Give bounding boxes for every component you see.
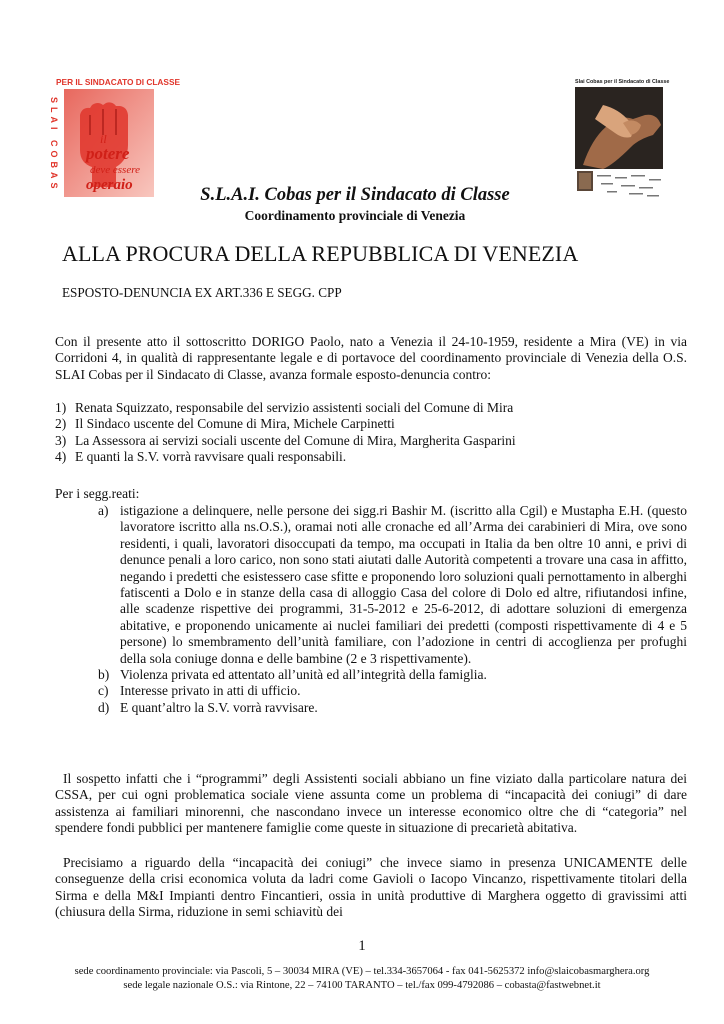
footer-line-2: sede legale nazionale O.S.: via Rintone, 22 – 74100 TARANTO – tel./fax 099-4792086 – cobasta@fastwebnet.it (123, 980, 601, 991)
org-subtitle: Coordinamento provinciale di Venezia (244, 208, 466, 223)
intro-paragraph: Con il presente atto il sottoscritto DORIGO Paolo, nato a Venezia il 24-10-1959, residente a Mira (VE) in via Corridoni 4, in qualità di rappresentante legale e di portavoce del coordinamento provinciale di Venezia della O.S. SLAI Cobas per il Sindacato di Classe, avanza formale esposto-denuncia contro: (55, 334, 687, 382)
suspicion-paragraph-1: Il sospetto infatti che i “programmi” degli Assistenti sociali abbiano un fine viziato dalla particolare natura dei CSSA, per cui ogni problematica sociale viene assunta come un problema di “incapacità dei coniugi” di dare assistenza ai familiari minorenni, che nascondano invece un interesse economico oltre che di “categoria” nel spendere fondi pubblici per mantenere famiglie come queste in situazione di precarietà abitativa. (55, 771, 687, 836)
list-marker: d) (98, 699, 110, 715)
logo-slogan-1: il (100, 132, 107, 146)
list-item (98, 683, 687, 699)
list-marker: b) (98, 667, 110, 683)
list-marker: a) (98, 503, 109, 518)
suspicion-paragraph-2: Precisiamo a riguardo della “incapacità dei coniugi” che invece siamo in presenza UNICAMENTE delle conseguenze della crisi economica voluta da ladri come Gavioli o Iacopo Vincanzo, rispettivamente titolari della Sirma e della M&I Impianti dentro Fincantieri, ossia in unità produttive di Marghera oggetto di gravissimi atti (chiusura della Sirma, riduzione in semi schiavitù dei (55, 855, 687, 920)
logo-slogan-2: potere (86, 144, 130, 163)
list-item (98, 667, 687, 683)
list-marker: 2) (55, 416, 67, 432)
page-number: 1 (358, 938, 366, 954)
list-item (55, 449, 687, 465)
list-item (55, 416, 687, 432)
logo-slogan-3: deve essere (90, 164, 140, 176)
document-subheading: ESPOSTO-DENUNCIA EX ART.336 E SEGG. CPP (62, 285, 342, 300)
list-item-text: Violenza privata ed attentato all’unità ed all’integrità della famiglia. (120, 667, 487, 683)
list-item (55, 400, 687, 416)
reati-label: Per i segg.reati: (55, 486, 140, 501)
footer-line-1: sede coordinamento provinciale: via Pascoli, 5 – 30034 MIRA (VE) – tel.334-3657064 - fax 041-5625372 info@slaicobasmarghera.org (74, 966, 650, 977)
list-item-text: Il Sindaco uscente del Comune di Mira, Michele Carpinetti (75, 416, 395, 432)
list-item-text: Renata Squizzato, responsabile del servizio assistenti sociali del Comune di Mira (75, 400, 514, 415)
accused-list (55, 400, 687, 466)
slai-cobas-logo-left (49, 75, 181, 200)
list-item-text: istigazione a delinquere, nelle persone dei sigg.ri Bashir M. (iscritto alla Cgil) e Mustapha E.H. (questo lavoratore iscritto alla ns.O.S.), oramai noti alle cronache ed all’Arma dei carabinieri di Mira, ove sono residenti, i quali, lavoratori disoccupati da tempo, ma occupati in Italia da ben oltre 10 anni, e privi di denunce penali a loro carico, non sono stati aiutati dalle Autorità competenti a trovare una casa in affitto, negando i predetti che esistessero case sfitte e proponendo loro soluzioni quali pernottamento in alberghi fatiscenti a Dolo e in stanze della casa di alloggio Casa del colore di Dolo ed altre, rifiutandosi infine, alle scadenze rispettive dei programmi, 31-5-2012 e 25-6-2012, di adottare soluzioni di emergenza abitative, e proponendo unicamente ai nuclei familiari dei predetti (composti rispettivamente di 4 e 5 persone) lo smembramento dell’unità familiare, con l’adozione in centri di accoglienza per profughi della sola coniuge donna e delle bambine (2 e 3 rispettivamente). (120, 503, 687, 666)
list-item (98, 503, 687, 667)
logo-side-text: SLAI COBAS (49, 97, 59, 193)
logo-slogan-4: operaio (86, 177, 133, 193)
list-item (98, 700, 687, 716)
list-marker: 4) (55, 449, 67, 465)
list-item (55, 433, 687, 449)
list-marker: 1) (55, 400, 67, 415)
list-item-text: E quant’altro la S.V. vorrà ravvisare. (120, 699, 318, 715)
reati-list (98, 503, 687, 716)
document-heading: ALLA PROCURA DELLA REPUBBLICA DI VENEZIA (62, 241, 579, 266)
logo-top-text: PER IL SINDACATO DI CLASSE (56, 77, 181, 87)
org-title: S.L.A.I. Cobas per il Sindacato di Classe (200, 185, 510, 205)
list-item-text: Interesse privato in atti di ufficio. (120, 683, 301, 699)
list-item-text: La Assessora ai servizi sociali uscente del Comune di Mira, Margherita Gasparini (75, 432, 516, 448)
slai-cobas-logo-right (573, 75, 670, 203)
logo-right-caption: Slai Cobas per il Sindacato di Classe (575, 79, 670, 85)
list-marker: c) (98, 683, 109, 699)
list-item-text: E quanti la S.V. vorrà ravvisare quali responsabili. (75, 449, 347, 465)
list-marker: 3) (55, 432, 67, 448)
